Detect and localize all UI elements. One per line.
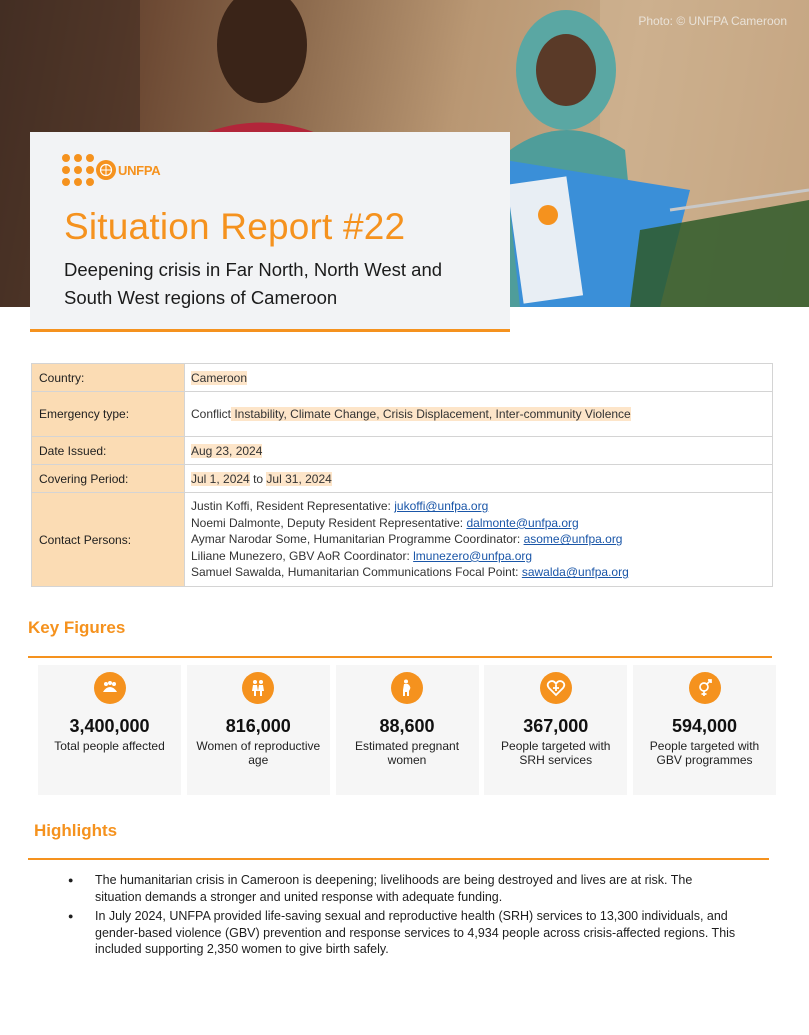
period-value: Jul 1, 2024 to Jul 31, 2024 (185, 465, 773, 493)
figure-value: 816,000 (225, 716, 291, 736)
figure-caption: Total people affected (54, 739, 165, 753)
unfpa-logo (62, 154, 160, 186)
table-row-date (32, 437, 773, 465)
period-label: Covering Period: (32, 465, 185, 493)
highlights-list (68, 872, 738, 961)
table-row-country (32, 364, 773, 392)
figure-caption: Women of reproductive age (196, 739, 321, 767)
figure-value: 3,400,000 (69, 716, 150, 736)
table-row-emergency (32, 392, 773, 437)
key-figure-card (187, 665, 330, 795)
date-value: Aug 23, 2024 (185, 437, 773, 465)
contact-line: Justin Koffi, Resident Representative: jukoffi@unfpa.org (191, 499, 489, 514)
heart-plus-icon (540, 672, 572, 704)
logo-text: UNFPA (118, 162, 161, 178)
contact-line: Samuel Sawalda, Humanitarian Communications Focal Point: sawalda@unfpa.org (191, 565, 629, 580)
date-label: Date Issued: (32, 437, 185, 465)
report-info-table (31, 363, 773, 587)
list-item: ● In July 2024, UNFPA provided life-saving sexual and reproductive health (SRH) services to 13,300 individuals, and gender-based violence (GBV) prevention and response services to 4,934 people across crisis-affected regions. This included supporting 2,350 women to give birth safely. (68, 908, 738, 958)
highlights-rule (28, 858, 769, 860)
emergency-value: Conflict Instability, Climate Change, Crisis Displacement, Inter-community Violence (185, 392, 773, 437)
page-subtitle: Deepening crisis in Far North, North West and South West regions of Cameroon (64, 259, 443, 308)
key-figures-heading: Key Figures (28, 618, 126, 637)
contacts-label: Contact Persons: (32, 493, 185, 587)
table-row-contacts (32, 493, 773, 587)
table-row-period (32, 465, 773, 493)
email-link[interactable]: jukoffi@unfpa.org (394, 499, 489, 514)
pregnant-woman-icon (391, 672, 423, 704)
figure-caption: People targeted with GBV programmes (649, 739, 760, 767)
people-group-icon (94, 672, 126, 704)
country-value: Cameroon (185, 364, 773, 392)
photo-credit: Photo: © UNFPA Cameroon (638, 14, 787, 28)
contact-line: Noemi Dalmonte, Deputy Resident Representative: dalmonte@unfpa.org (191, 515, 579, 530)
email-link[interactable]: lmunezero@unfpa.org (413, 548, 533, 563)
figure-caption: Estimated pregnant women (354, 739, 460, 767)
key-figures-row (38, 665, 776, 795)
email-link[interactable]: sawalda@unfpa.org (521, 565, 629, 580)
un-globe-icon (96, 160, 116, 180)
contact-line: Liliane Munezero, GBV AoR Coordinator: lmunezero@unfpa.org (191, 548, 533, 563)
logo-dots (62, 154, 94, 186)
title-card (30, 132, 510, 332)
emergency-label: Emergency type: (32, 392, 185, 437)
gender-symbol-icon (689, 672, 721, 704)
page-title: Situation Report #22 (64, 206, 406, 247)
contact-line: Aymar Narodar Some, Humanitarian Programme Coordinator: asome@unfpa.org (191, 532, 623, 547)
women-icon (242, 672, 274, 704)
list-item: ● The humanitarian crisis in Cameroon is deepening; livelihoods are being destroyed and lives are at risk. The situation demands a stronger and united response with adequate funding. (68, 872, 738, 905)
key-figure-card (336, 665, 479, 795)
email-link[interactable]: dalmonte@unfpa.org (466, 515, 579, 530)
key-figure-card (484, 665, 627, 795)
key-figures-rule (28, 656, 772, 658)
country-label: Country: (32, 364, 185, 392)
highlights-heading: Highlights (34, 821, 118, 840)
key-figure-card (633, 665, 776, 795)
figure-value: 88,600 (379, 716, 435, 736)
figure-value: 367,000 (523, 716, 589, 736)
figure-value: 594,000 (671, 716, 738, 736)
key-figure-card (38, 665, 181, 795)
email-link[interactable]: asome@unfpa.org (523, 532, 623, 547)
contacts-value (185, 493, 773, 587)
figure-caption: People targeted with SRH services (501, 739, 611, 767)
